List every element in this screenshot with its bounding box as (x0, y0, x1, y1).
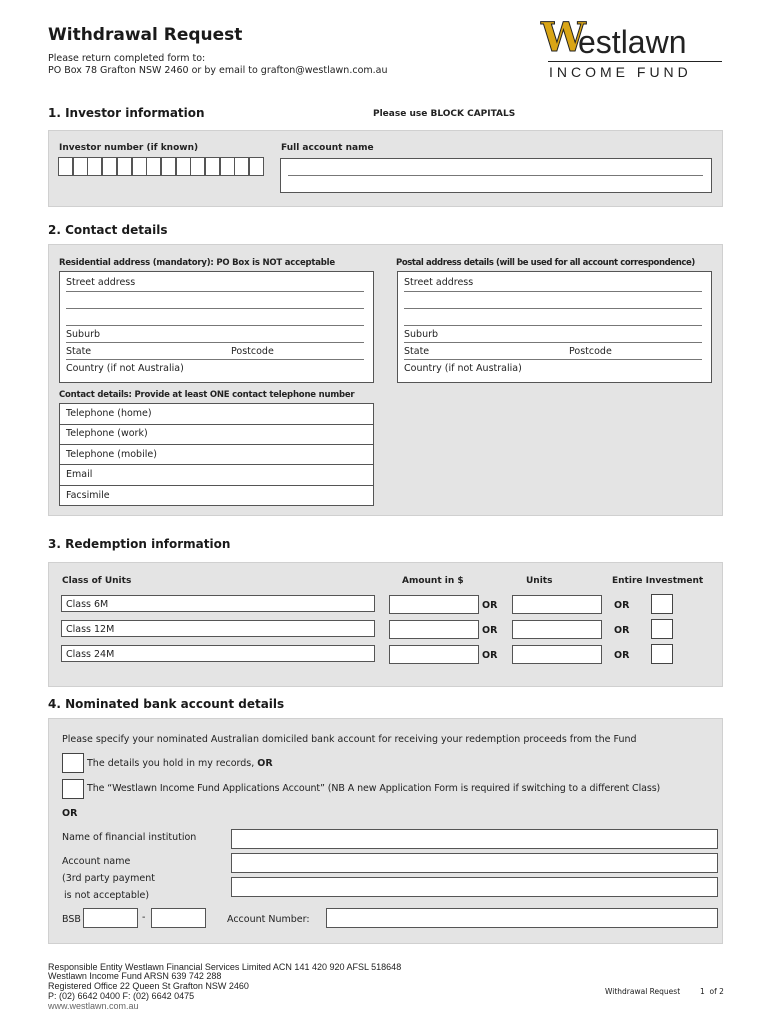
institution-input[interactable] (231, 829, 718, 849)
writing-line (66, 308, 364, 309)
postal-address-box[interactable] (397, 271, 712, 383)
investor-number-digit-box[interactable] (58, 157, 73, 176)
telephone-work-field[interactable]: Telephone (work) (66, 428, 148, 439)
or-label: OR (482, 600, 498, 611)
postal-postcode-label: Postcode (569, 346, 612, 357)
units-input[interactable] (512, 620, 602, 639)
bsb-dash: - (142, 912, 146, 923)
investor-number-digit-box[interactable] (205, 157, 220, 176)
investor-number-digit-box[interactable] (132, 157, 147, 176)
class-row-label: Class 24M (61, 645, 375, 662)
section-1-heading: 1. Investor information (48, 106, 205, 120)
logo-subtitle: INCOME FUND (549, 64, 692, 80)
writing-line (404, 291, 702, 292)
option-records-or: OR (257, 758, 273, 769)
amount-input[interactable] (389, 595, 479, 614)
page-number: 1 of 2 (700, 987, 724, 996)
postal-state-label: State (404, 346, 430, 357)
investor-number-digit-box[interactable] (190, 157, 205, 176)
amount-input[interactable] (389, 620, 479, 639)
third-party-note-1: (3rd party payment (62, 873, 155, 884)
row-divider (60, 464, 373, 465)
or-label: OR (482, 650, 498, 661)
residential-suburb-label: Suburb (66, 329, 101, 340)
third-party-note-2: is not acceptable) (64, 890, 150, 901)
row-divider (60, 444, 373, 445)
units-input[interactable] (512, 595, 602, 614)
investor-number-digit-box[interactable] (220, 157, 235, 176)
or-label: OR (614, 650, 630, 661)
logo-wordmark: estlawn (578, 24, 687, 60)
writing-line (66, 359, 364, 360)
writing-line (404, 342, 702, 343)
class-row-label: Class 6M (61, 595, 375, 612)
full-account-name-input[interactable] (280, 158, 712, 193)
option-applications-account-label: The “Westlawn Income Fund Applications Account” (NB A new Application Form is required if switching to a different Class) (87, 783, 661, 794)
bsb-input-2[interactable] (151, 908, 206, 928)
investor-number-digit-box[interactable] (176, 157, 191, 176)
bsb-input-1[interactable] (83, 908, 138, 928)
or-label: OR (614, 600, 630, 611)
email-field[interactable]: Email (66, 469, 93, 480)
amount-header: Amount in $ (402, 576, 464, 586)
investor-number-digit-box[interactable] (234, 157, 249, 176)
option-records-text: The details you hold in my records, (87, 758, 255, 769)
footer-line-3: Registered Office 22 Queen St Grafton NSW 2460 (48, 981, 249, 991)
residential-postcode-label: Postcode (231, 346, 274, 357)
bsb-label: BSB (62, 914, 81, 925)
postal-street-label: Street address (404, 277, 474, 288)
entire-investment-checkbox[interactable] (651, 594, 673, 614)
section-3-heading: 3. Redemption information (48, 537, 231, 551)
logo-w-letter: W (541, 14, 586, 61)
investor-number-digit-box[interactable] (146, 157, 161, 176)
row-divider (60, 424, 373, 425)
row-divider (60, 485, 373, 486)
entire-investment-checkbox[interactable] (651, 619, 673, 639)
option-applications-account-checkbox[interactable] (62, 779, 84, 799)
investor-number-digit-box[interactable] (87, 157, 102, 176)
footer-website: www.westlawn.com.au (48, 1001, 139, 1011)
telephone-home-field[interactable]: Telephone (home) (66, 408, 152, 419)
investor-number-digit-box[interactable] (249, 157, 264, 176)
full-account-name-label: Full account name (281, 143, 374, 153)
option-records-checkbox[interactable] (62, 753, 84, 773)
entire-investment-checkbox[interactable] (651, 644, 673, 664)
facsimile-field[interactable]: Facsimile (66, 490, 110, 501)
units-header: Units (526, 576, 553, 586)
option-records-label (87, 758, 273, 769)
residential-state-label: State (66, 346, 92, 357)
account-number-input[interactable] (326, 908, 718, 928)
postal-suburb-label: Suburb (404, 329, 439, 340)
telephone-mobile-field[interactable]: Telephone (mobile) (66, 449, 157, 460)
investor-number-digit-box[interactable] (161, 157, 176, 176)
amount-input[interactable] (389, 645, 479, 664)
units-input[interactable] (512, 645, 602, 664)
residential-address-box[interactable] (59, 271, 374, 383)
writing-line (404, 325, 702, 326)
investor-number-digit-box[interactable] (73, 157, 88, 176)
class-row-label: Class 12M (61, 620, 375, 637)
postal-country-label: Country (if not Australia) (404, 363, 522, 374)
page-title: Withdrawal Request (48, 25, 243, 45)
account-number-label: Account Number: (227, 914, 310, 925)
logo-divider (548, 61, 722, 62)
residential-street-label: Street address (66, 277, 136, 288)
account-name-label: Account name (62, 856, 131, 867)
writing-line (288, 175, 703, 176)
footer-doc-name: Withdrawal Request (605, 987, 681, 996)
or-label: OR (482, 625, 498, 636)
residential-country-label: Country (if not Australia) (66, 363, 184, 374)
section-2-heading: 2. Contact details (48, 223, 168, 237)
return-instruction: Please return completed form to: (48, 53, 206, 64)
footer-line-1: Responsible Entity Westlawn Financial Services Limited ACN 141 420 920 AFSL 518648 (48, 962, 402, 972)
class-of-units-header: Class of Units (62, 576, 132, 586)
footer-line-4: P: (02) 6642 0400 F: (02) 6642 0475 (48, 991, 195, 1001)
block-capitals-note: Please use BLOCK CAPITALS (373, 109, 516, 119)
writing-line (66, 342, 364, 343)
investor-number-digit-box[interactable] (117, 157, 132, 176)
section-4-heading: 4. Nominated bank account details (48, 697, 285, 711)
institution-label: Name of financial institution (62, 832, 197, 843)
bank-intro: Please specify your nominated Australian domiciled bank account for receiving your redemption proceeds from the Fund (62, 734, 637, 745)
footer-line-2: Westlawn Income Fund ARSN 639 742 288 (48, 971, 222, 981)
contact-details-label: Contact details: Provide at least ONE contact telephone number (59, 390, 355, 400)
writing-line (66, 325, 364, 326)
return-address: PO Box 78 Grafton NSW 2460 or by email to grafton@westlawn.com.au (48, 65, 388, 76)
contact-details-box (59, 403, 374, 506)
entire-investment-header: Entire Investment (612, 576, 704, 586)
investor-number-digit-box[interactable] (102, 157, 117, 176)
or-label: OR (614, 625, 630, 636)
investor-number-label: Investor number (if known) (59, 143, 199, 153)
residential-address-label: Residential address (mandatory): PO Box is NOT acceptable (59, 258, 335, 268)
account-name-input[interactable] (231, 853, 718, 873)
writing-line (66, 291, 364, 292)
writing-line (404, 359, 702, 360)
postal-address-label: Postal address details (will be used for all account correspondence) (396, 258, 695, 268)
account-name-input-2[interactable] (231, 877, 718, 897)
writing-line (404, 308, 702, 309)
or-separator: OR (62, 808, 78, 819)
